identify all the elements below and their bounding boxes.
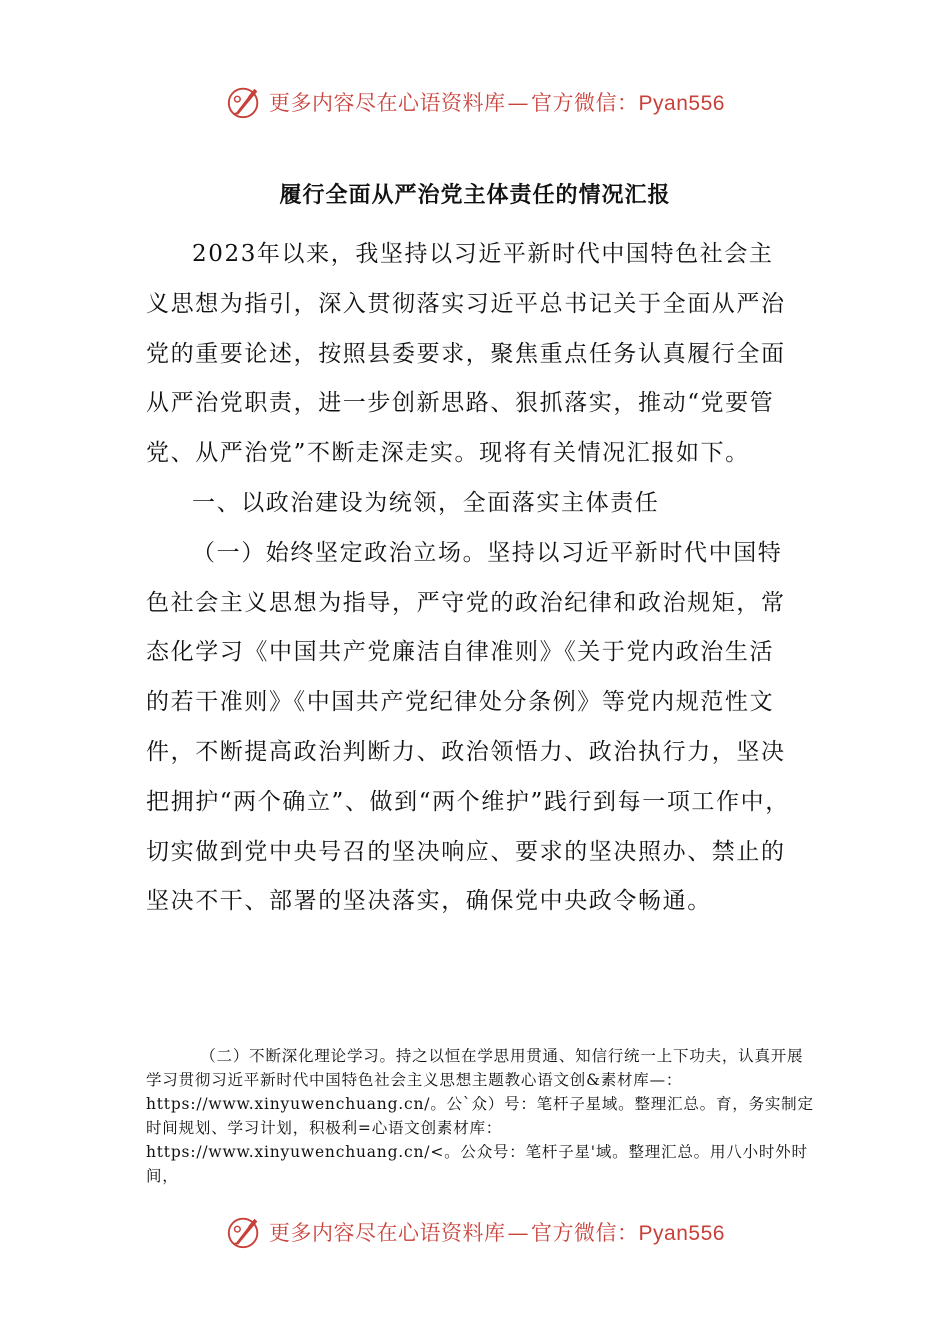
watermark-official: 官方微信： xyxy=(531,91,639,115)
quill-logo-icon xyxy=(225,83,263,121)
section-heading-1: 一、以政治建设为统领，全面落实主体责任 xyxy=(192,489,660,516)
watermark-text: 更多内容尽在心语资料库 xyxy=(269,91,506,115)
document-title: 履行全面从严治党主体责任的情况汇报 xyxy=(279,182,671,208)
watermark-separator: — xyxy=(507,1221,530,1245)
paragraph-subsection-1: （一）始终坚定政治立场。坚持以习近平新时代中国特色社会主义思想为指导，严守党的政治纪律和政治规矩，常态化学习《中国共产党廉洁自律准则》《关于党内政治生活的若干准则》《中国共产党纪律处分条例》等党内规范性文件，不断提高政治判断力、政治领悟力、政治执行力，坚决把拥护“两个确立”、做到“两个维护”践行到每一项工作中，切实做到党中央号召的坚决响应、要求的坚决照办、禁止的坚决不干、部署的坚决落实，确保党中央政令畅通。 xyxy=(146,539,790,915)
document-body-small xyxy=(146,1044,816,1188)
watermark-separator: — xyxy=(507,91,530,115)
document-body xyxy=(146,230,796,927)
watermark-wechat-id: Pyan556 xyxy=(638,92,725,115)
paragraph-subsection-2: （二）不断深化理论学习。持之以恒在学思用贯通、知信行统一上下功夫，认真开展学习贯彻习近平新时代中国特色社会主义思想主题教心语文创&素材库—：https://www.xinyuwenchuang.cn/。公`众）号：笔杆子星域。整理汇总。育，务实制定时间规划、学习计划，积极利=心语文创素材库：https://www.xinyuwenchuang.cn/<。公众号：笔杆子星'域。整理汇总。用八小时外时间， xyxy=(146,1047,814,1185)
quill-logo-icon xyxy=(225,1213,263,1251)
watermark-official: 官方微信： xyxy=(531,1221,639,1245)
paragraph-intro: 2023年以来，我坚持以习近平新时代中国特色社会主义思想为指引，深入贯彻落实习近平总书记关于全面从严治党的重要论述，按照县委要求，聚焦重点任务认真履行全面从严治党职责，进一步创新思路、狠抓落实，推动“党要管党、从严治党”不断走深走实。现将有关情况汇报如下。 xyxy=(146,241,786,467)
header-watermark xyxy=(0,82,950,122)
footer-watermark xyxy=(0,1212,950,1252)
watermark-text: 更多内容尽在心语资料库 xyxy=(269,1221,506,1245)
watermark-wechat-id: Pyan556 xyxy=(638,1222,725,1245)
